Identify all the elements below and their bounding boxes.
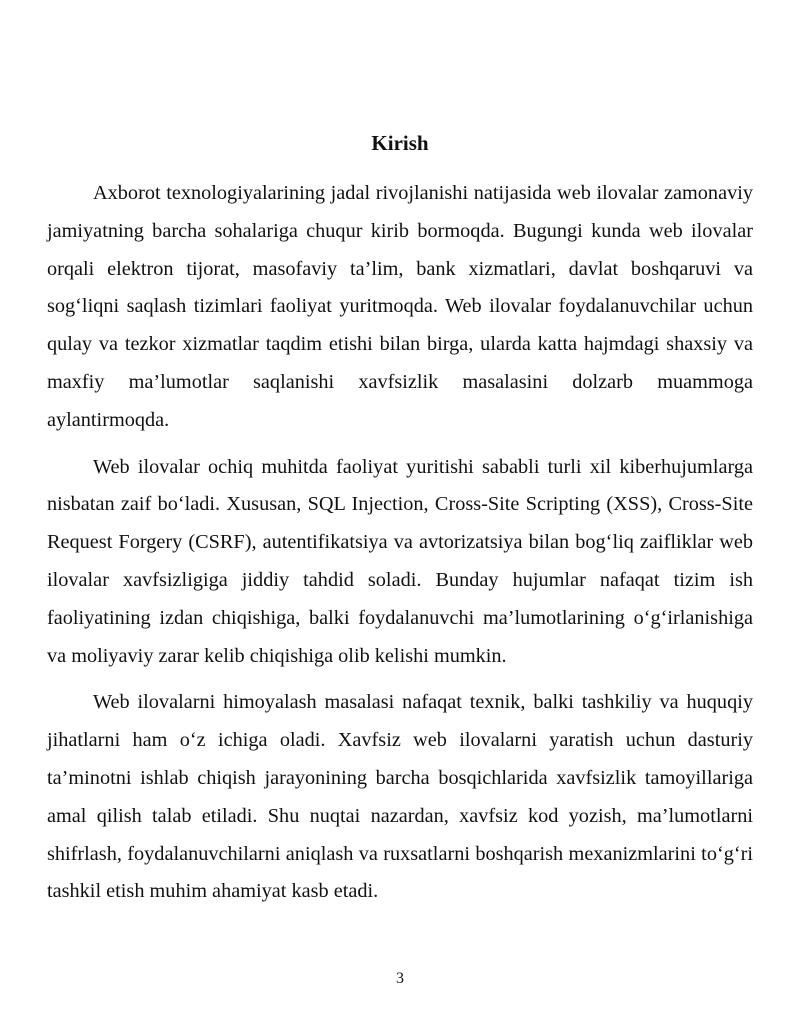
paragraph-1: Axborot texnologiyalarining jadal rivojlanishi natijasida web ilovalar zamonaviy jamiyatning barcha sohalariga chuqur kirib bormoqda. Bugungi kunda web ilovalar orqali elektron tijorat, masofaviy ta’lim, bank xizmatlari, davlat boshqaruvi va sog‘liqni saqlash tizimlari faoliyat yuritmoqda. Web ilovalar foydalanuvchilar uchun qulay va tezkor xizmatlar taqdim etishi bilan birga, ularda katta hajmdagi shaxsiy va maxfiy ma’lumotlar saqlanishi xavfsizlik masalasini dolzarb muammoga aylantirmoqda. bbox=[47, 182, 753, 431]
section-title: Kirish bbox=[371, 131, 429, 155]
page-number: 3 bbox=[396, 970, 404, 987]
paragraph-2: Web ilovalar ochiq muhitda faoliyat yuritishi sababli turli xil kiberhujumlarga nisbatan zaif bo‘ladi. Xususan, SQL Injection, Cross-Site Scripting (XSS), Cross-Site Request Forgery (CSRF), autentifikatsiya va avtorizatsiya bilan bog‘liq zaifliklar web ilovalar xavfsizligiga jiddiy tahdid soladi. Bunday hujumlar nafaqat tizim ish faoliyatining izdan chiqishiga, balki foydalanuvchi ma’lumotlarining o‘g‘irlanishiga va moliyaviy zarar kelib chiqishiga olib kelishi mumkin. bbox=[47, 455, 753, 667]
body-text bbox=[47, 175, 753, 920]
paragraph-3: Web ilovalarni himoyalash masalasi nafaqat texnik, balki tashkiliy va huquqiy jihatlarni ham o‘z ichiga oladi. Xavfsiz web ilovalarni yaratish uchun dasturiy ta’minotni ishlab chiqish jarayonining barcha bosqichlarida xavfsizlik tamoyillariga amal qilish talab etiladi. Shu nuqtai nazardan, xavfsiz kod yozish, ma’lumotlarni shifrlash, foydalanuvchilarni aniqlash va ruxsatlarni boshqarish mexanizmlarini to‘g‘ri tashkil etish muhim ahamiyat kasb etadi. bbox=[47, 691, 753, 903]
